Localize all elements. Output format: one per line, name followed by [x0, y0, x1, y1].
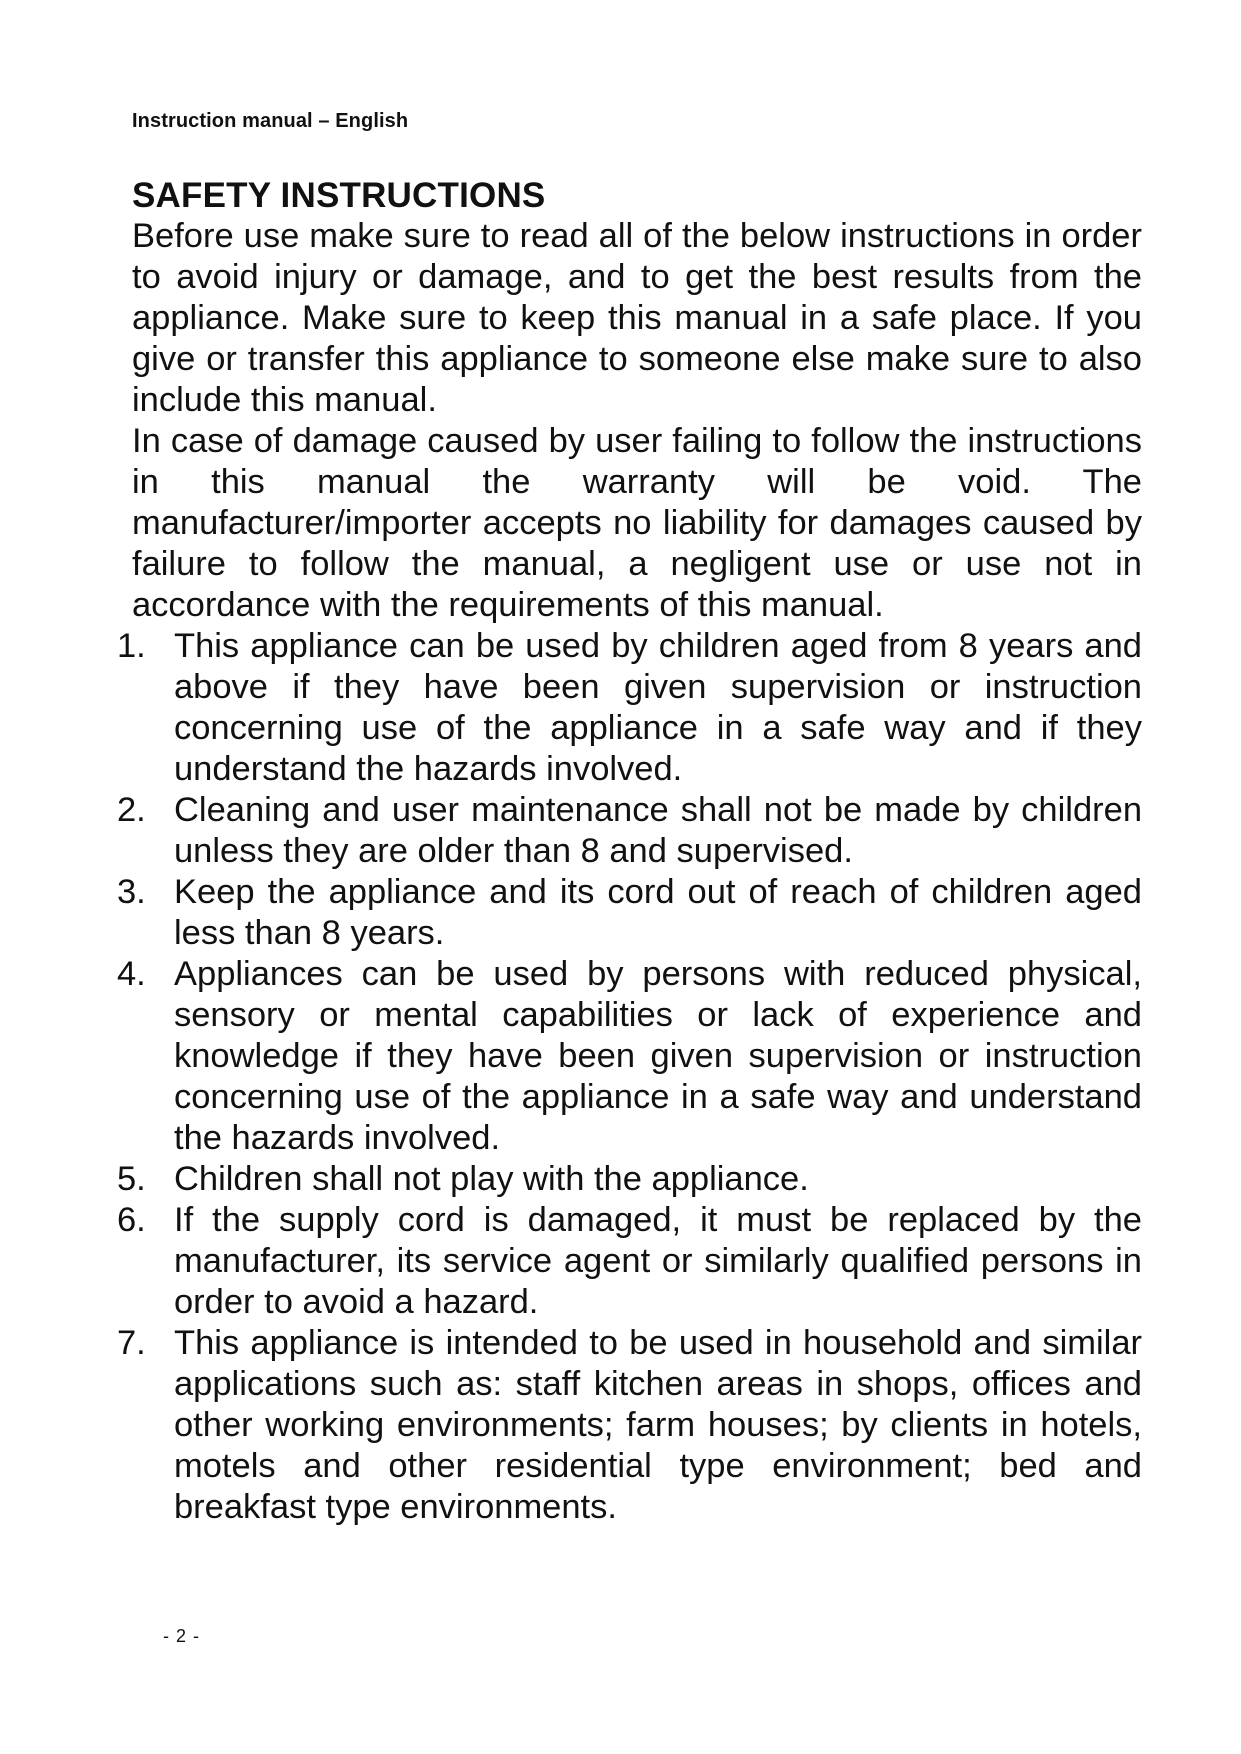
- list-number: 1.: [117, 627, 146, 665]
- list-item: [117, 954, 1142, 1159]
- list-number: 3.: [117, 873, 146, 911]
- list-text: Appliances can be used by persons with reduced physical, sensory or mental capabilities or lack of experience and knowledge if they have been given supervision or instruction concerning use of the appliance in a safe way and understand the hazards involved.: [174, 955, 1142, 1157]
- list-item: [117, 1200, 1142, 1323]
- section-body: [117, 216, 1142, 1528]
- list-text: Keep the appliance and its cord out of reach of children aged less than 8 years.: [174, 873, 1142, 952]
- list-item: [117, 1323, 1142, 1528]
- list-number: 2.: [117, 791, 146, 829]
- list-number: 5.: [117, 1160, 146, 1198]
- list-text: Children shall not play with the appliance.: [174, 1160, 809, 1198]
- page-header: Instruction manual – English: [132, 110, 409, 132]
- list-number: 6.: [117, 1201, 146, 1239]
- list-text: Cleaning and user maintenance shall not be made by children unless they are older than 8 and supervised.: [174, 791, 1142, 870]
- list-number: 7.: [117, 1324, 146, 1362]
- list-item: [117, 872, 1142, 954]
- list-text: If the supply cord is damaged, it must be replaced by the manufacturer, its service agent or similarly qualified persons in order to avoid a hazard.: [174, 1201, 1142, 1321]
- list-text: This appliance can be used by children aged from 8 years and above if they have been given supervision or instruction concerning use of the appliance in a safe way and if they understand the hazards involved.: [174, 627, 1142, 788]
- safety-list: [117, 626, 1142, 1528]
- list-text: This appliance is intended to be used in household and similar applications such as: staff kitchen areas in shops, offices and other working environments; farm houses; by clients in hotels, motels and other residential type environment; bed and breakfast type environments.: [174, 1324, 1142, 1526]
- list-number: 4.: [117, 955, 146, 993]
- liability-paragraph: In case of damage caused by user failing to follow the instructions in this manual the warranty will be void. The manufacturer/importer accepts no liability for damages caused by failure to follow the manual, a negligent use or use not in accordance with the requirements of this manual.: [132, 422, 1142, 624]
- list-item: [117, 626, 1142, 790]
- list-item: [117, 1159, 1142, 1200]
- section-title: SAFETY INSTRUCTIONS: [132, 176, 546, 215]
- page-number: - 2 -: [163, 1626, 201, 1646]
- intro-paragraph: Before use make sure to read all of the below instructions in order to avoid injury or damage, and to get the best results from the appliance. Make sure to keep this manual in a safe place. If you give or transfer this appliance to someone else make sure to also include this manual.: [132, 217, 1142, 419]
- list-item: [117, 790, 1142, 872]
